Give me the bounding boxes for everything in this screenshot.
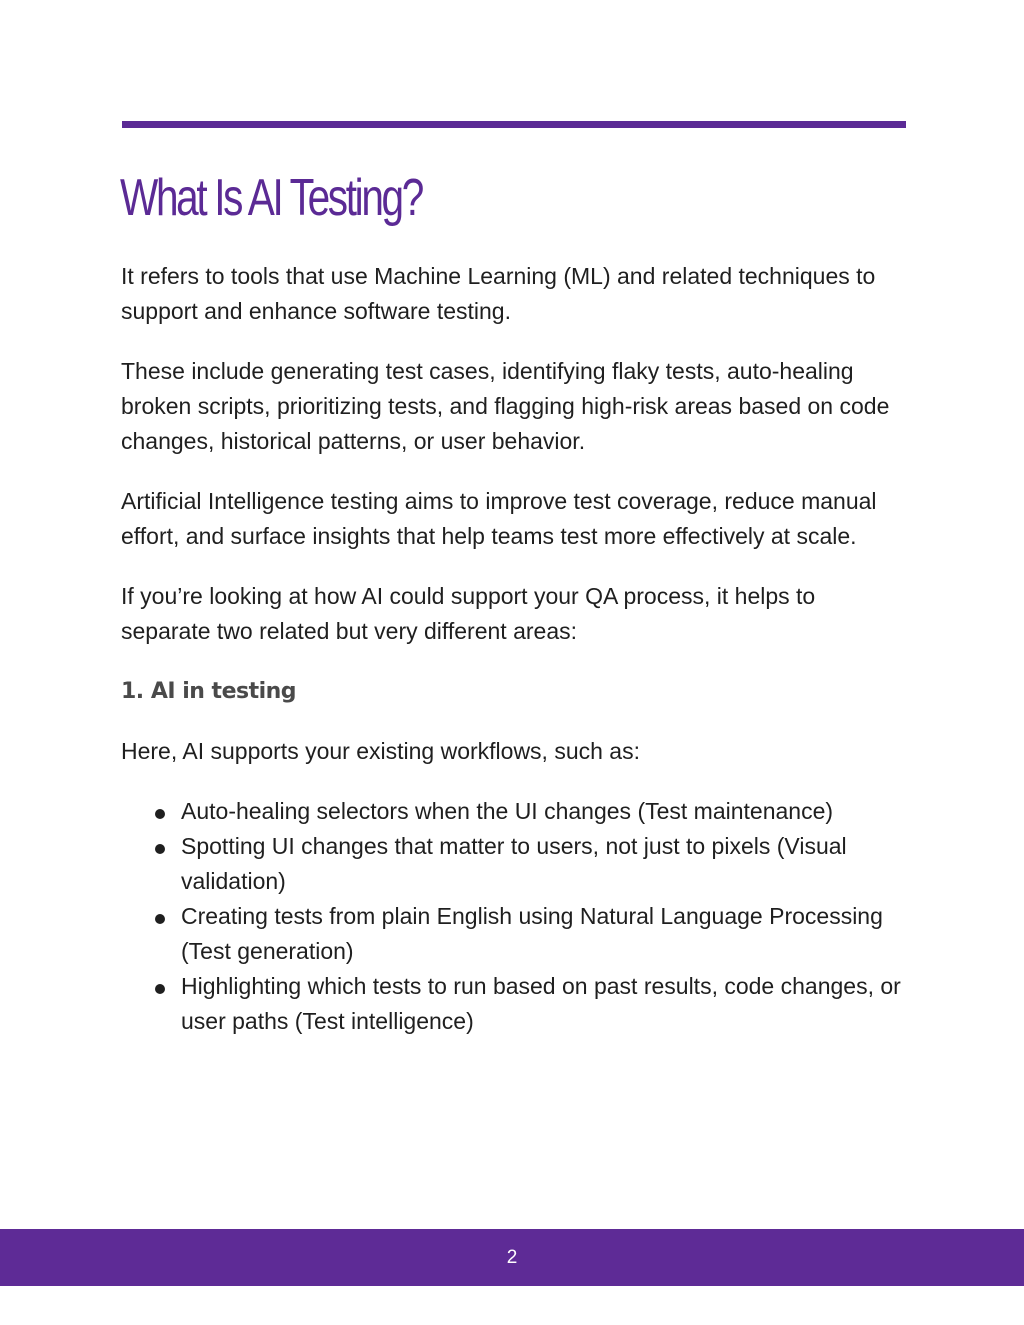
top-divider xyxy=(122,121,906,128)
list-item xyxy=(121,829,906,899)
paragraph-areas: If you’re looking at how AI could support your QA process, it helps to separate two related but very different areas: xyxy=(121,583,816,644)
list-item-text: Creating tests from plain English using Natural Language Processing (Test generation) xyxy=(181,903,883,964)
page-number: 2 xyxy=(506,1247,518,1268)
paragraph-intro: Here, AI supports your existing workflows, such as: xyxy=(121,738,640,764)
list-item-text: Spotting UI changes that matter to users, not just to pixels (Visual validation) xyxy=(181,833,847,894)
footer-bar xyxy=(0,1229,1024,1286)
paragraph-goals: Artificial Intelligence testing aims to improve test coverage, reduce manual effort, and surface insights that help teams test more effectively at scale. xyxy=(121,488,877,549)
bullet-list xyxy=(121,794,906,1039)
bullet-icon xyxy=(155,809,165,819)
list-item xyxy=(121,794,906,829)
list-item xyxy=(121,969,906,1039)
bullet-icon xyxy=(155,984,165,994)
main-content xyxy=(121,259,906,1039)
bullet-icon xyxy=(155,844,165,854)
paragraph-definition: It refers to tools that use Machine Learning (ML) and related techniques to support and enhance software testing. xyxy=(121,263,876,324)
list-item-text: Auto-healing selectors when the UI changes (Test maintenance) xyxy=(181,798,834,824)
bullet-icon xyxy=(155,914,165,924)
section-heading: 1. AI in testing xyxy=(121,679,297,704)
paragraph-capabilities: These include generating test cases, identifying flaky tests, auto-healing broken scripts, prioritizing tests, and flagging high-risk areas based on code changes, historical patterns, or user behavior. xyxy=(121,358,890,454)
list-item xyxy=(121,899,906,969)
page-title: What Is AI Testing? xyxy=(120,169,422,227)
list-item-text: Highlighting which tests to run based on past results, code changes, or user paths (Test intelligence) xyxy=(181,973,901,1034)
